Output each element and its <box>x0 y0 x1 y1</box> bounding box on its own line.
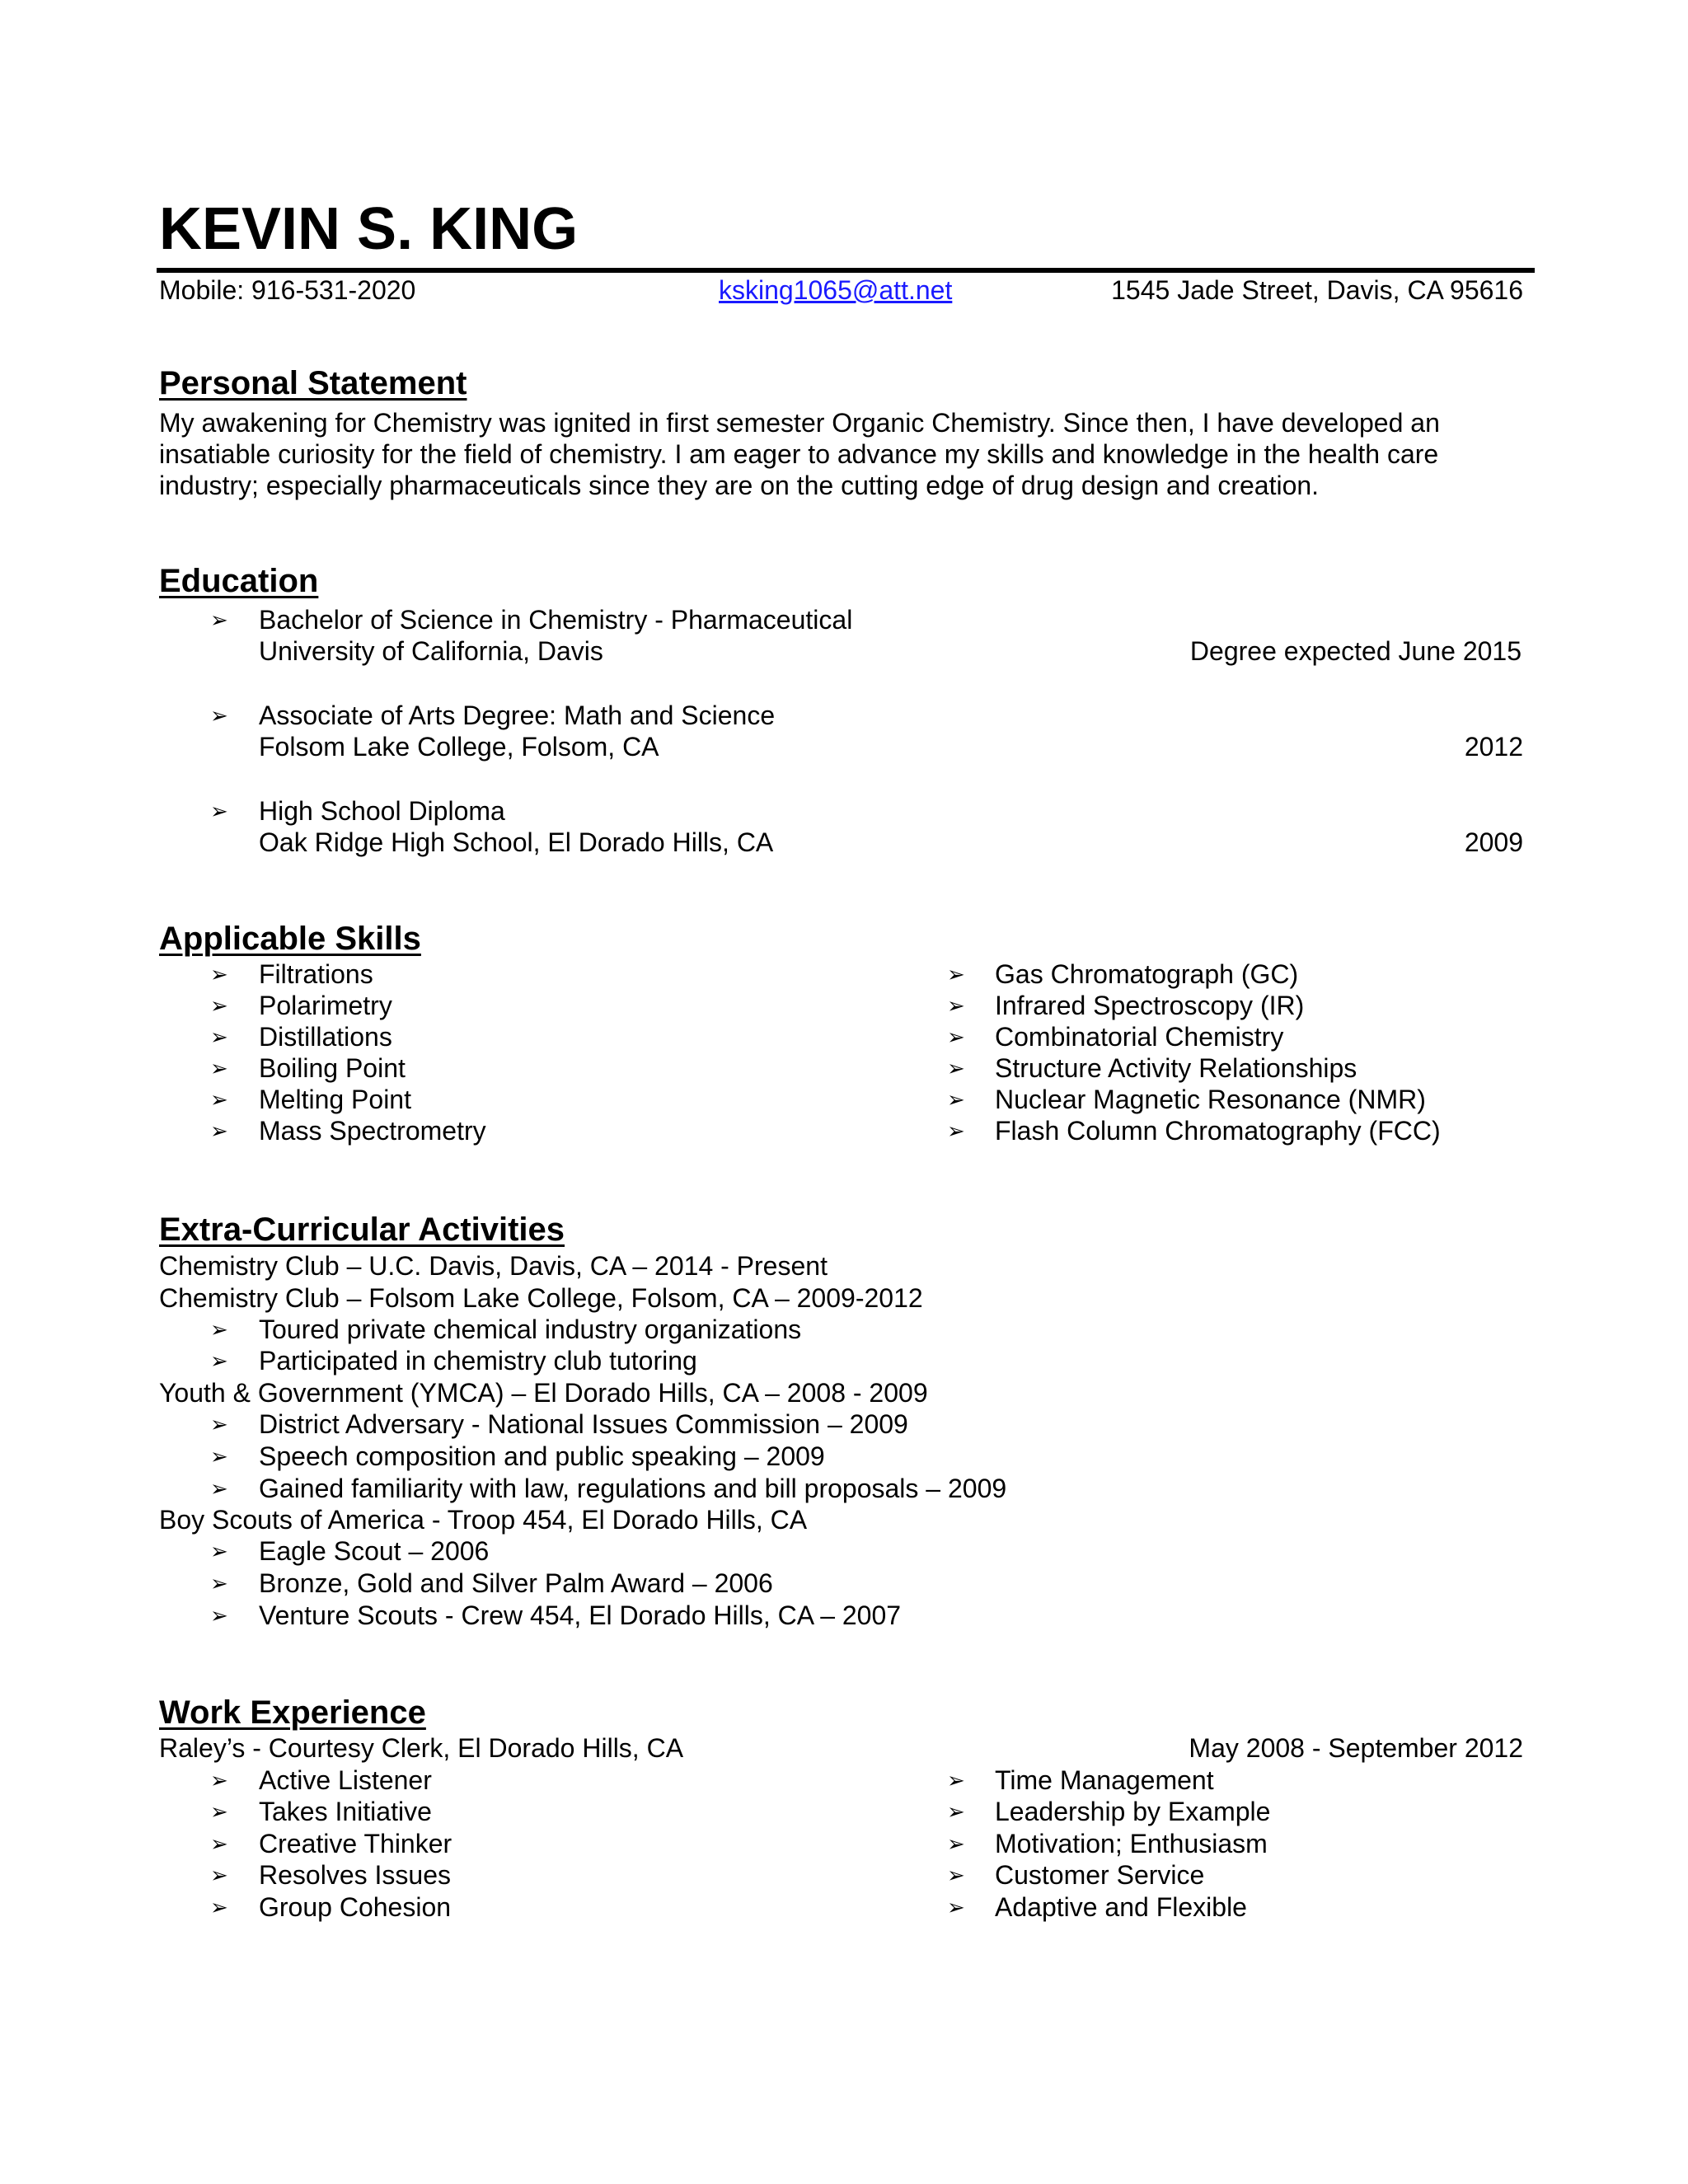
activity-line: Boy Scouts of America - Troop 454, El Dorado Hills, CA <box>159 1505 808 1535</box>
arrowhead-bullet-icon: ➢ <box>947 1895 965 1919</box>
arrowhead-bullet-icon: ➢ <box>947 1863 965 1887</box>
education-degree: Associate of Arts Degree: Math and Science <box>259 701 776 730</box>
activity-item: Eagle Scout – 2006 <box>259 1536 490 1566</box>
skill-item: Polarimetry <box>259 991 392 1020</box>
street-address: 1545 Jade Street, Davis, CA 95616 <box>1111 275 1523 305</box>
skill-item: Distillations <box>259 1022 392 1052</box>
resume-name: KEVIN S. KING <box>159 196 579 262</box>
mobile-number: Mobile: 916-531-2020 <box>159 275 416 305</box>
arrowhead-bullet-icon: ➢ <box>210 1768 228 1793</box>
arrowhead-bullet-icon: ➢ <box>947 1831 965 1856</box>
skill-item: Boiling Point <box>259 1053 406 1083</box>
arrowhead-bullet-icon: ➢ <box>210 703 228 728</box>
activity-item: Toured private chemical industry organizations <box>259 1315 802 1344</box>
skill-item: Combinatorial Chemistry <box>995 1022 1284 1052</box>
activity-line: Chemistry Club – U.C. Davis, Davis, CA – 2014 - Present <box>159 1251 828 1281</box>
work-trait: Takes Initiative <box>259 1797 432 1826</box>
arrowhead-bullet-icon: ➢ <box>210 1476 228 1501</box>
arrowhead-bullet-icon: ➢ <box>210 1317 228 1342</box>
work-trait: Customer Service <box>995 1860 1205 1890</box>
activities-heading: Extra-Curricular Activities <box>159 1212 565 1248</box>
skill-item: Structure Activity Relationships <box>995 1053 1357 1083</box>
arrowhead-bullet-icon: ➢ <box>210 1118 228 1143</box>
arrowhead-bullet-icon: ➢ <box>210 1087 228 1112</box>
arrowhead-bullet-icon: ➢ <box>210 1863 228 1887</box>
skill-item: Nuclear Magnetic Resonance (NMR) <box>995 1085 1426 1114</box>
education-school: Folsom Lake College, Folsom, CA <box>259 732 659 762</box>
skill-item: Gas Chromatograph (GC) <box>995 959 1299 989</box>
arrowhead-bullet-icon: ➢ <box>210 1348 228 1373</box>
work-trait: Motivation; Enthusiasm <box>995 1829 1268 1858</box>
personal-statement-text: My awakening for Chemistry was ignited in first semester Organic Chemistry. Since then, I have developed an insatiable curiosity for the field of chemistry. I am eager to advance my skills and knowledge in the health care industry; especially pharmaceuticals since they are on the cutting edge of drug design and creation. <box>159 408 1440 500</box>
arrowhead-bullet-icon: ➢ <box>947 1087 965 1112</box>
arrowhead-bullet-icon: ➢ <box>947 1118 965 1143</box>
activity-item: Venture Scouts - Crew 454, El Dorado Hills, CA – 2007 <box>259 1601 902 1630</box>
arrowhead-bullet-icon: ➢ <box>210 1571 228 1596</box>
arrowhead-bullet-icon: ➢ <box>210 799 228 823</box>
education-degree: High School Diploma <box>259 796 505 826</box>
job-dates: May 2008 - September 2012 <box>1189 1733 1523 1763</box>
work-trait: Creative Thinker <box>259 1829 452 1858</box>
arrowhead-bullet-icon: ➢ <box>210 1024 228 1049</box>
arrowhead-bullet-icon: ➢ <box>210 993 228 1018</box>
activity-item: Bronze, Gold and Silver Palm Award – 2006 <box>259 1568 773 1598</box>
arrowhead-bullet-icon: ➢ <box>210 1895 228 1919</box>
arrowhead-bullet-icon: ➢ <box>947 1768 965 1793</box>
work-trait: Resolves Issues <box>259 1860 451 1890</box>
education-school: Oak Ridge High School, El Dorado Hills, CA <box>259 827 774 857</box>
arrowhead-bullet-icon: ➢ <box>210 1831 228 1856</box>
arrowhead-bullet-icon: ➢ <box>947 962 965 987</box>
arrowhead-bullet-icon: ➢ <box>947 1024 965 1049</box>
work-trait: Time Management <box>995 1765 1214 1795</box>
skill-item: Infrared Spectroscopy (IR) <box>995 991 1305 1020</box>
arrowhead-bullet-icon: ➢ <box>210 1056 228 1080</box>
arrowhead-bullet-icon: ➢ <box>947 993 965 1018</box>
activity-item: Participated in chemistry club tutoring <box>259 1346 697 1376</box>
activity-item: Gained familiarity with law, regulations and bill proposals – 2009 <box>259 1474 1007 1503</box>
work-trait: Leadership by Example <box>995 1797 1271 1826</box>
work-trait: Adaptive and Flexible <box>995 1892 1247 1922</box>
work-heading: Work Experience <box>159 1694 426 1731</box>
skills-heading: Applicable Skills <box>159 921 421 957</box>
activity-item: District Adversary - National Issues Commission – 2009 <box>259 1409 908 1439</box>
skill-item: Melting Point <box>259 1085 411 1114</box>
education-degree: Bachelor of Science in Chemistry - Pharmaceutical <box>259 605 853 635</box>
arrowhead-bullet-icon: ➢ <box>947 1799 965 1824</box>
email-link[interactable]: ksking1065@att.net <box>719 275 953 305</box>
arrowhead-bullet-icon: ➢ <box>210 607 228 632</box>
work-trait: Active Listener <box>259 1765 432 1795</box>
arrowhead-bullet-icon: ➢ <box>210 1799 228 1824</box>
skill-item: Flash Column Chromatography (FCC) <box>995 1116 1441 1146</box>
activity-line: Youth & Government (YMCA) – El Dorado Hills, CA – 2008 - 2009 <box>159 1378 928 1408</box>
arrowhead-bullet-icon: ➢ <box>947 1056 965 1080</box>
education-school: University of California, Davis <box>259 636 603 666</box>
skill-item: Mass Spectrometry <box>259 1116 486 1146</box>
education-date: 2012 <box>1464 732 1523 762</box>
job-title: Raley’s - Courtesy Clerk, El Dorado Hills, CA <box>159 1733 684 1763</box>
arrowhead-bullet-icon: ➢ <box>210 1539 228 1563</box>
work-trait: Group Cohesion <box>259 1892 452 1922</box>
header-divider <box>157 268 1535 273</box>
arrowhead-bullet-icon: ➢ <box>210 1444 228 1469</box>
arrowhead-bullet-icon: ➢ <box>210 962 228 987</box>
activity-line: Chemistry Club – Folsom Lake College, Folsom, CA – 2009-2012 <box>159 1283 923 1313</box>
personal-statement-heading: Personal Statement <box>159 365 467 401</box>
skill-item: Filtrations <box>259 959 373 989</box>
activity-item: Speech composition and public speaking – 2009 <box>259 1441 825 1471</box>
arrowhead-bullet-icon: ➢ <box>210 1603 228 1628</box>
education-date: Degree expected June 2015 <box>1189 636 1522 666</box>
arrowhead-bullet-icon: ➢ <box>210 1412 228 1436</box>
education-heading: Education <box>159 563 319 599</box>
education-date: 2009 <box>1464 827 1523 857</box>
